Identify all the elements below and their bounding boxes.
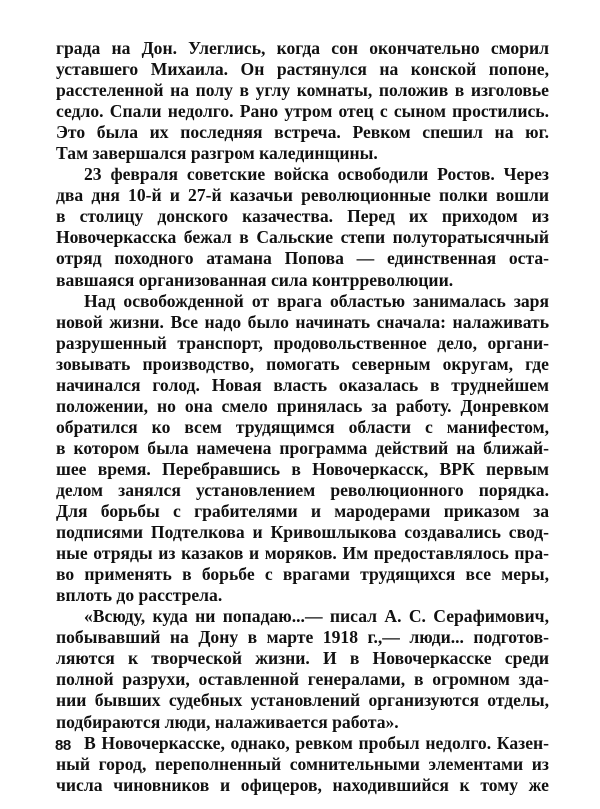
quotation-paragraph [56,606,549,732]
text-line: уставшего Михаила. Он растянулся на конской попоне, [56,59,549,80]
text-line: положении, но она смело принялась за работу. Донревком [56,395,549,416]
text-line: вплоть до расстрела. [56,585,223,606]
paragraph [56,733,549,796]
text-line: града на Дон. Улеглись, когда сон окончательно сморил [56,38,549,58]
text-line: подписями Подтелкова и Кривошлыкова создавались свод- [56,522,549,543]
text-line: Это была их последняя встреча. Ревком спешил на юг. [56,122,549,143]
text-line: начинался голод. Новая власть оказалась в труднейшем [56,374,549,395]
text-line: Для борьбы с грабителями и мародерами приказом за [56,501,549,522]
text-line: полной разрухи, оставленной генералами, в огромном зда- [56,669,549,690]
text-line: разрушенный транспорт, продовольственное дело, органи- [56,332,549,353]
text-line: В Новочеркасске, однако, ревком пробыл недолго. Казен- [84,732,549,753]
text-line: делом занялся установлением революционного порядка. [56,479,549,500]
text-line: ляются к творческой жизни. И в Новочеркасске среди [56,648,549,669]
text-line: два дня 10-й и 27-й казачьи революционные полки вошли [56,185,549,206]
text-line: ные отряды из казаков и моряков. Им предоставлялось пра- [56,543,549,564]
text-line: Там завершался разгром калединщины. [56,143,378,164]
text-line: 23 февраля советские войска освободили Ростов. Через [84,164,549,185]
text-line: отряд походного атамана Попова — единственная оста- [56,248,549,269]
text-line: новой жизни. Все надо было начинать сначала: налаживать [56,311,549,332]
paragraph [56,291,549,607]
text-line: вавшаяся организованная сила контрреволюции. [56,269,454,290]
text-line: Новочеркасска бежал в Сальские степи полутоpатысячный [56,227,549,248]
text-line: зовывать производство, помогать северным округам, где [56,353,549,374]
text-line: во применять в борьбе с врагами трудящихся все меры, [56,564,549,585]
page-number: 88 [55,737,71,754]
paragraph [56,164,549,290]
text-line: шее время. Перебравшись в Новочеркасск, ВРК первым [56,458,549,479]
text-line: расстеленной на полу в углу комнаты, положив в изголовье [56,80,549,101]
text-line: «Всюду, куда ни попадаю...— писал А. С. Серафимович, [84,606,549,627]
text-line: нии бывших судебных установлений организуются отделы, [56,690,549,711]
text-line: в столицу донского казачества. Перед их приходом из [56,206,549,227]
text-line: седло. Спали недолго. Рано утром отец с сыном простились. [56,101,549,122]
text-line: Над освобожденной от врага областью занималась заря [84,290,549,311]
page-body [56,38,549,796]
text-line: ный город, переполненный сомнительными элементами из [56,753,549,774]
text-line: числа чиновников и офицеров, находившийся к тому же [56,774,549,795]
text-line: подбираются люди, налаживается работа». [56,711,399,732]
text-line: обратился ко всем трудящимся области с манифестом, [56,416,549,437]
paragraph [56,38,549,164]
text-line: в котором была намечена программа действий на ближай- [56,437,549,458]
text-line: побывавший на Дону в марте 1918 г.,— люди... подготов- [56,627,549,648]
